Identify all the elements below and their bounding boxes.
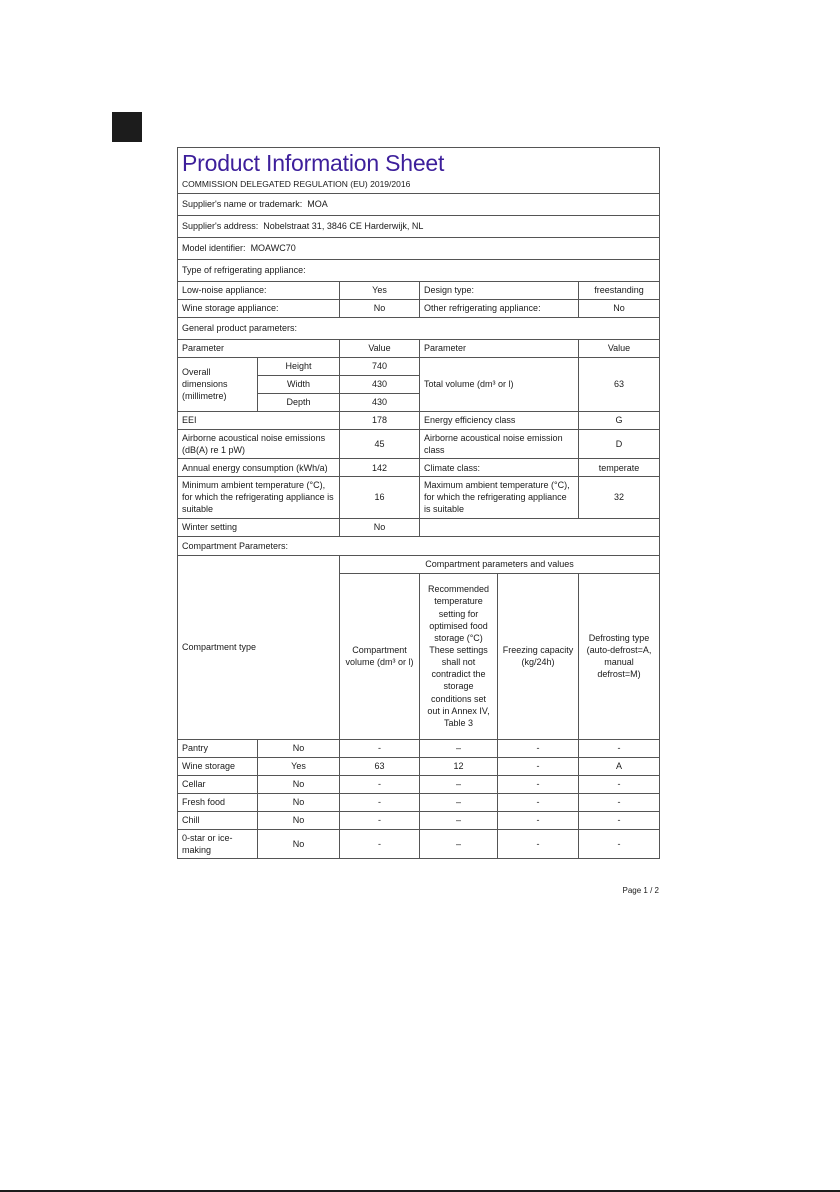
compartment-defrost: - <box>579 829 660 858</box>
compartment-freezing: - <box>498 739 579 757</box>
model-identifier-value: MOAWC70 <box>250 243 296 254</box>
compartment-present: No <box>258 775 340 793</box>
overall-dimensions-label: Overall dimensions (millimetre) <box>178 357 258 411</box>
height-value: 740 <box>340 357 420 375</box>
compartment-name: Chill <box>178 811 258 829</box>
low-noise-label: Low-noise appliance: <box>178 281 340 299</box>
noise-emissions-value: 45 <box>340 429 420 458</box>
winter-setting-empty <box>420 518 660 536</box>
other-appliance-value: No <box>579 299 660 317</box>
annual-energy-label: Annual energy consumption (kWh/a) <box>178 459 340 477</box>
climate-class-label: Climate class: <box>420 459 579 477</box>
appliance-type-label: Type of refrigerating appliance: <box>178 259 660 281</box>
depth-label: Depth <box>258 393 340 411</box>
compartment-name: Wine storage <box>178 757 258 775</box>
compartment-type-header: Compartment type <box>178 555 340 739</box>
climate-class-value: temperate <box>579 459 660 477</box>
min-temp-label: Minimum ambient temperature (°C), for which the refrigerating appliance is suitable <box>178 477 340 518</box>
eei-value: 178 <box>340 411 420 429</box>
table-row <box>178 793 660 811</box>
compartment-volume-header: Compartment volume (dm³ or l) <box>340 573 420 739</box>
compartment-freezing: - <box>498 811 579 829</box>
winter-setting-value: No <box>340 518 420 536</box>
recommended-temp-header: Recommended temperature setting for optimised food storage (°C) These settings shall not contradict the storage conditions set out in Annex IV, Table 3 <box>420 573 498 739</box>
compartment-name: Pantry <box>178 739 258 757</box>
compartment-temp: – <box>420 793 498 811</box>
page-marker <box>112 112 142 142</box>
model-identifier-row <box>178 237 660 259</box>
freezing-capacity-header: Freezing capacity (kg/24h) <box>498 573 579 739</box>
compartment-defrost: - <box>579 793 660 811</box>
compartment-parameters-label: Compartment Parameters: <box>178 536 660 555</box>
supplier-name-value: MOA <box>307 199 328 210</box>
table-row <box>178 775 660 793</box>
table-row <box>178 757 660 775</box>
value-header-right: Value <box>579 339 660 357</box>
table-row <box>178 811 660 829</box>
compartment-defrost: A <box>579 757 660 775</box>
compartment-group-header: Compartment parameters and values <box>340 555 660 573</box>
parameter-header-right: Parameter <box>420 339 579 357</box>
page-number: Page 1 / 2 <box>622 886 659 895</box>
compartment-freezing: - <box>498 829 579 858</box>
compartment-defrost: - <box>579 775 660 793</box>
compartment-present: Yes <box>258 757 340 775</box>
supplier-name-row <box>178 193 660 215</box>
compartment-volume: - <box>340 793 420 811</box>
compartment-name: 0-star or ice-making <box>178 829 258 858</box>
model-identifier-label: Model identifier: <box>182 243 246 254</box>
compartment-defrost: - <box>579 811 660 829</box>
design-type-value: freestanding <box>579 281 660 299</box>
supplier-address-label: Supplier's address: <box>182 221 259 232</box>
min-temp-value: 16 <box>340 477 420 518</box>
compartment-present: No <box>258 829 340 858</box>
width-label: Width <box>258 375 340 393</box>
compartment-defrost: - <box>579 739 660 757</box>
compartment-present: No <box>258 739 340 757</box>
annual-energy-value: 142 <box>340 459 420 477</box>
compartment-temp: – <box>420 775 498 793</box>
compartment-volume: 63 <box>340 757 420 775</box>
energy-class-label: Energy efficiency class <box>420 411 579 429</box>
wine-storage-appliance-value: No <box>340 299 420 317</box>
compartment-temp: – <box>420 829 498 858</box>
compartment-freezing: - <box>498 775 579 793</box>
max-temp-label: Maximum ambient temperature (°C), for which the refrigerating appliance is suitable <box>420 477 579 518</box>
compartment-volume: - <box>340 829 420 858</box>
noise-emissions-label: Airborne acoustical noise emissions (dB(A) re 1 pW) <box>178 429 340 458</box>
depth-value: 430 <box>340 393 420 411</box>
other-appliance-label: Other refrigerating appliance: <box>420 299 579 317</box>
compartment-volume: - <box>340 811 420 829</box>
page-title: Product Information Sheet <box>182 150 445 176</box>
total-volume-value: 63 <box>579 357 660 411</box>
energy-class-value: G <box>579 411 660 429</box>
compartment-name: Fresh food <box>178 793 258 811</box>
winter-setting-label: Winter setting <box>178 518 340 536</box>
supplier-name-label: Supplier's name or trademark: <box>182 199 303 210</box>
wine-storage-appliance-label: Wine storage appliance: <box>178 299 340 317</box>
product-information-table <box>177 147 660 859</box>
general-parameters-label: General product parameters: <box>178 317 660 339</box>
compartment-volume: - <box>340 739 420 757</box>
design-type-label: Design type: <box>420 281 579 299</box>
max-temp-value: 32 <box>579 477 660 518</box>
compartment-temp: 12 <box>420 757 498 775</box>
title-cell <box>178 148 660 194</box>
compartment-freezing: - <box>498 757 579 775</box>
table-row <box>178 829 660 858</box>
regulation-text: COMMISSION DELEGATED REGULATION (EU) 2019/2016 <box>182 179 411 190</box>
noise-class-label: Airborne acoustical noise emission class <box>420 429 579 458</box>
compartment-freezing: - <box>498 793 579 811</box>
defrosting-type-header: Defrosting type (auto-defrost=A, manual defrost=M) <box>579 573 660 739</box>
compartment-temp: – <box>420 739 498 757</box>
value-header-left: Value <box>340 339 420 357</box>
noise-class-value: D <box>579 429 660 458</box>
supplier-address-row <box>178 215 660 237</box>
table-row <box>178 739 660 757</box>
compartment-name: Cellar <box>178 775 258 793</box>
compartment-present: No <box>258 811 340 829</box>
compartment-present: No <box>258 793 340 811</box>
parameter-header-left: Parameter <box>178 339 340 357</box>
height-label: Height <box>258 357 340 375</box>
width-value: 430 <box>340 375 420 393</box>
eei-label: EEI <box>178 411 340 429</box>
supplier-address-value: Nobelstraat 31, 3846 CE Harderwijk, NL <box>263 221 424 232</box>
low-noise-value: Yes <box>340 281 420 299</box>
compartment-volume: - <box>340 775 420 793</box>
compartment-temp: – <box>420 811 498 829</box>
total-volume-label: Total volume (dm³ or l) <box>420 357 579 411</box>
